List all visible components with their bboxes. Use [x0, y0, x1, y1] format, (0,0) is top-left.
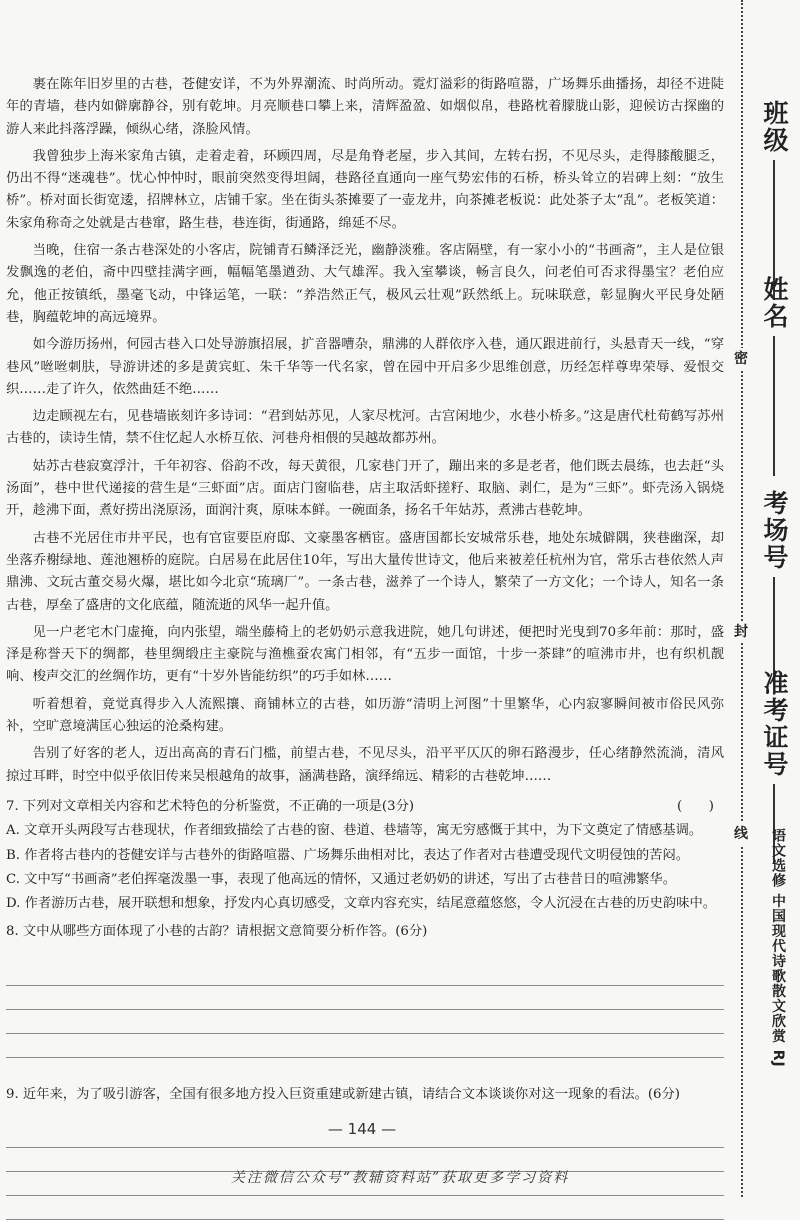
name-field[interactable] — [754, 276, 794, 476]
passage-paragraph: 姑苏古巷寂寞浮汁，千年初容、俗韵不改，每天黄很，几家巷门开了，蹦出来的多是老者，他们既去晨练，也去赶“头汤面”，巷中世代递接的营生是“三虾面”店。面店门窗临巷，店主取活虾搓籽、取脑、剥仁，是为“三虾”。虾壳汤入锅烧开，趁沸下面，煮好捞出浇原汤，面润汁爽，原味本鲜。一碗面条，扬名千年姑苏，煮沸古巷乾坤。 — [6, 458, 724, 519]
answer-bracket[interactable]: ( ) — [677, 798, 714, 814]
main-content — [6, 74, 724, 1220]
passage-paragraph: 当晚，住宿一条古巷深处的小客店，院铺青石鳞泽泛光，幽静淡雅。客店隔壁，有一家小小的“书画斋”，主人是位银发飘逸的老伯，斋中四壁挂满字画，幅幅笔墨遒劲、大气雄浑。我入室攀谈，畅言良久，问老伯可否求得墨宝？老伯应允，他正按镇纸，墨毫飞动，中锋运笔，一联：“养浩然正气，极风云壮观”跃然纸上。玩味联意，彰显胸火平民身处陋巷，胸蕴乾坤的高远境界。 — [6, 243, 724, 325]
ticket-number-label: 准考证号 — [760, 670, 789, 778]
option-d[interactable]: D. 作者游历古巷，展开联想和想象，抒发内心真切感受，文章内容充实，结尾意蕴悠悠，令人沉浸在古巷的历史韵味中。 — [6, 896, 717, 912]
question-8 — [6, 921, 724, 1057]
option-c[interactable]: C. 文中写“书画斋”老伯挥毫泼墨一事，表现了他高远的情怀，又通过老奶奶的讲述，写出了古巷昔日的喧沸繁华。 — [6, 871, 676, 887]
page-number: — 144 — — [327, 1120, 397, 1138]
passage-paragraph: 我曾独步上海米家角古镇，走着走着，环顾四周，尽是角脊老屋，步入其间，左转右拐，不见尽头，走得膝酸腿乏，仍出不得“迷魂巷”。忧心忡忡时，眼前突然变得坦阔，巷路径直通向一座气势宏伟的石桥，桥头耸立的岩碑上刻：“放生桥”。桥对面长街宽逶，招牌林立，店铺千家。坐在街头茶摊要了一壶龙井，向茶摊老板说：此处茶子太“乱”。老板笑道：朱家角称奇之处就是古巷窜，路生巷，巷连街，街通路，绵延不尽。 — [6, 148, 724, 231]
option-a[interactable]: A. 文章开头两段写古巷现状，作者细致描绘了古巷的窗、巷道、巷墙等，寓无穷感慨于其中，为下文奠定了情感基调。 — [6, 823, 703, 839]
answer-line[interactable] — [6, 1034, 724, 1058]
name-write-line[interactable] — [773, 336, 775, 476]
passage-paragraph: 听着想着，竟觉真得步入人流熙攘、商铺林立的古巷，如历游“清明上河图”十里繁华，心内寂寥瞬间被市俗民风弥补，空旷意境满匡心独运的沧桑构建。 — [6, 696, 724, 735]
question-9 — [6, 1084, 724, 1220]
passage-paragraph: 边走顾视左右，见巷墙嵌刻许多诗词：“君到姑苏见，人家尽枕河。古宫闲地少，水巷小桥多。”这是唐代杜荀鹤写苏州古巷的，读诗生情，禁不住忆起人水桥互依、河巷舟相偎的吴越故都苏州。 — [6, 409, 724, 447]
answer-area-8[interactable] — [6, 962, 724, 1058]
question-7-stem-row — [6, 796, 724, 818]
book-side-title: 语文选修 中国现代诗歌散文欣赏 RJ — [770, 828, 786, 1068]
passage-paragraph: 古巷不光居住市井平民，也有官宦要臣府邸、文豪墨客栖宦。盛唐国都长安城常乐巷，地处东城僻隅，狭巷幽深，却坐落乔榭绿地、莲池翘桥的庭院。白居易在此居住10年，写出大量传世诗文，他后来被差任杭州为官，常乐古巷依然人声鼎沸、文玩古董交易火爆，堪比如今北京“琉璃厂”。一条古巷，滋养了一个诗人，繁荣了一方文化；一个诗人，知名一条古巷，厚垒了盛唐的文化底蕴，随流逝的风华一起升值。 — [6, 530, 724, 613]
footer-note: 关注微信公众号“教辅资料站”获取更多学习资料 — [230, 1170, 570, 1186]
question-8-stem: 8. 文中从哪些方面体现了小巷的古韵？请根据文意简要分析作答。(6分) — [6, 924, 428, 940]
exam-room-field[interactable] — [754, 490, 794, 685]
name-label: 姓名 — [760, 276, 789, 330]
seal-mark: 封 — [730, 621, 752, 643]
question-7-stem: 7. 下列对文章相关内容和艺术特色的分析鉴赏，不正确的一项是(3分) — [6, 798, 415, 814]
seal-mark: 密 — [730, 348, 752, 370]
class-field[interactable] — [754, 100, 794, 300]
question-7 — [6, 796, 724, 915]
seal-mark: 线 — [730, 823, 752, 845]
answer-line[interactable] — [6, 962, 724, 986]
passage-paragraph: 告别了好客的老人，迈出高高的青石门槛，前望古巷，不见尽头，沿平平仄仄的卵石路漫步，任心绪静然流淌，清风掠过耳畔，时空中似乎依旧传来吴根越角的故事，涵满巷路，演绎绵远、精彩的古巷乾坤…… — [6, 746, 724, 784]
exam-room-write-line[interactable] — [773, 577, 775, 685]
binding-dotted-line — [741, 0, 743, 1197]
exam-room-label: 考场号 — [760, 490, 789, 571]
passage-paragraph: 如今游历扬州，何园古巷入口处导游旗招展，扩音器嘈杂，鼎沸的人群依序入巷，通仄跟进前行，头悬青天一线，“穿巷风”咝咝刺肤，导游讲述的多是黄宾虹、朱千华等一代名家，曾在园中开启多少思维创意，历经怎样尊卑荣辱、爱恨交织……走了许久，依然曲廷不绝…… — [6, 337, 724, 397]
answer-line[interactable] — [6, 1010, 724, 1034]
passage-paragraph: 裹在陈年旧岁里的古巷，苍健安详，不为外界潮流、时尚所动。霓灯溢彩的街路喧嚣，广场舞乐曲播扬，却径不进陡年的青墙，巷内如僻廓静谷，别有乾坤。月亮顺巷口攀上来，清辉盈盈、如烟似帛，巷路枕着朦胧山影，迎候访古探幽的游人来此抖落浮躁，倾纵心绪，涤脸风情。 — [6, 77, 724, 137]
reading-passage — [6, 74, 724, 788]
class-label: 班级 — [760, 100, 789, 154]
option-b[interactable]: B. 作者将古巷内的苍健安详与古巷外的街路喧嚣、广场舞乐曲相对比，表达了作者对古巷遭受现代文明侵蚀的苦闷。 — [6, 847, 690, 863]
answer-line[interactable] — [6, 986, 724, 1010]
passage-paragraph: 见一户老宅木门虚掩，向内张望，端坐藤椅上的老奶奶示意我进院，她几句讲述，便把时光曳到70多年前：那时，盛泽是称誉天下的绸都，巷里绸缎庄主豪院与渔樵蚕农寓门相邻，有“五步一面馆，十步一茶肆”的喧沸市井，也有织机靓响、梭声交汇的丝绸作坊，更有“十岁外皆能纺织”的巧手如林…… — [6, 624, 724, 685]
question-9-stem: 9. 近年来，为了吸引游客，全国有很多地方投入巨资重建或新建古镇，请结合文本谈谈你对这一现象的看法。(6分) — [6, 1086, 680, 1102]
answer-line[interactable] — [6, 1196, 724, 1220]
